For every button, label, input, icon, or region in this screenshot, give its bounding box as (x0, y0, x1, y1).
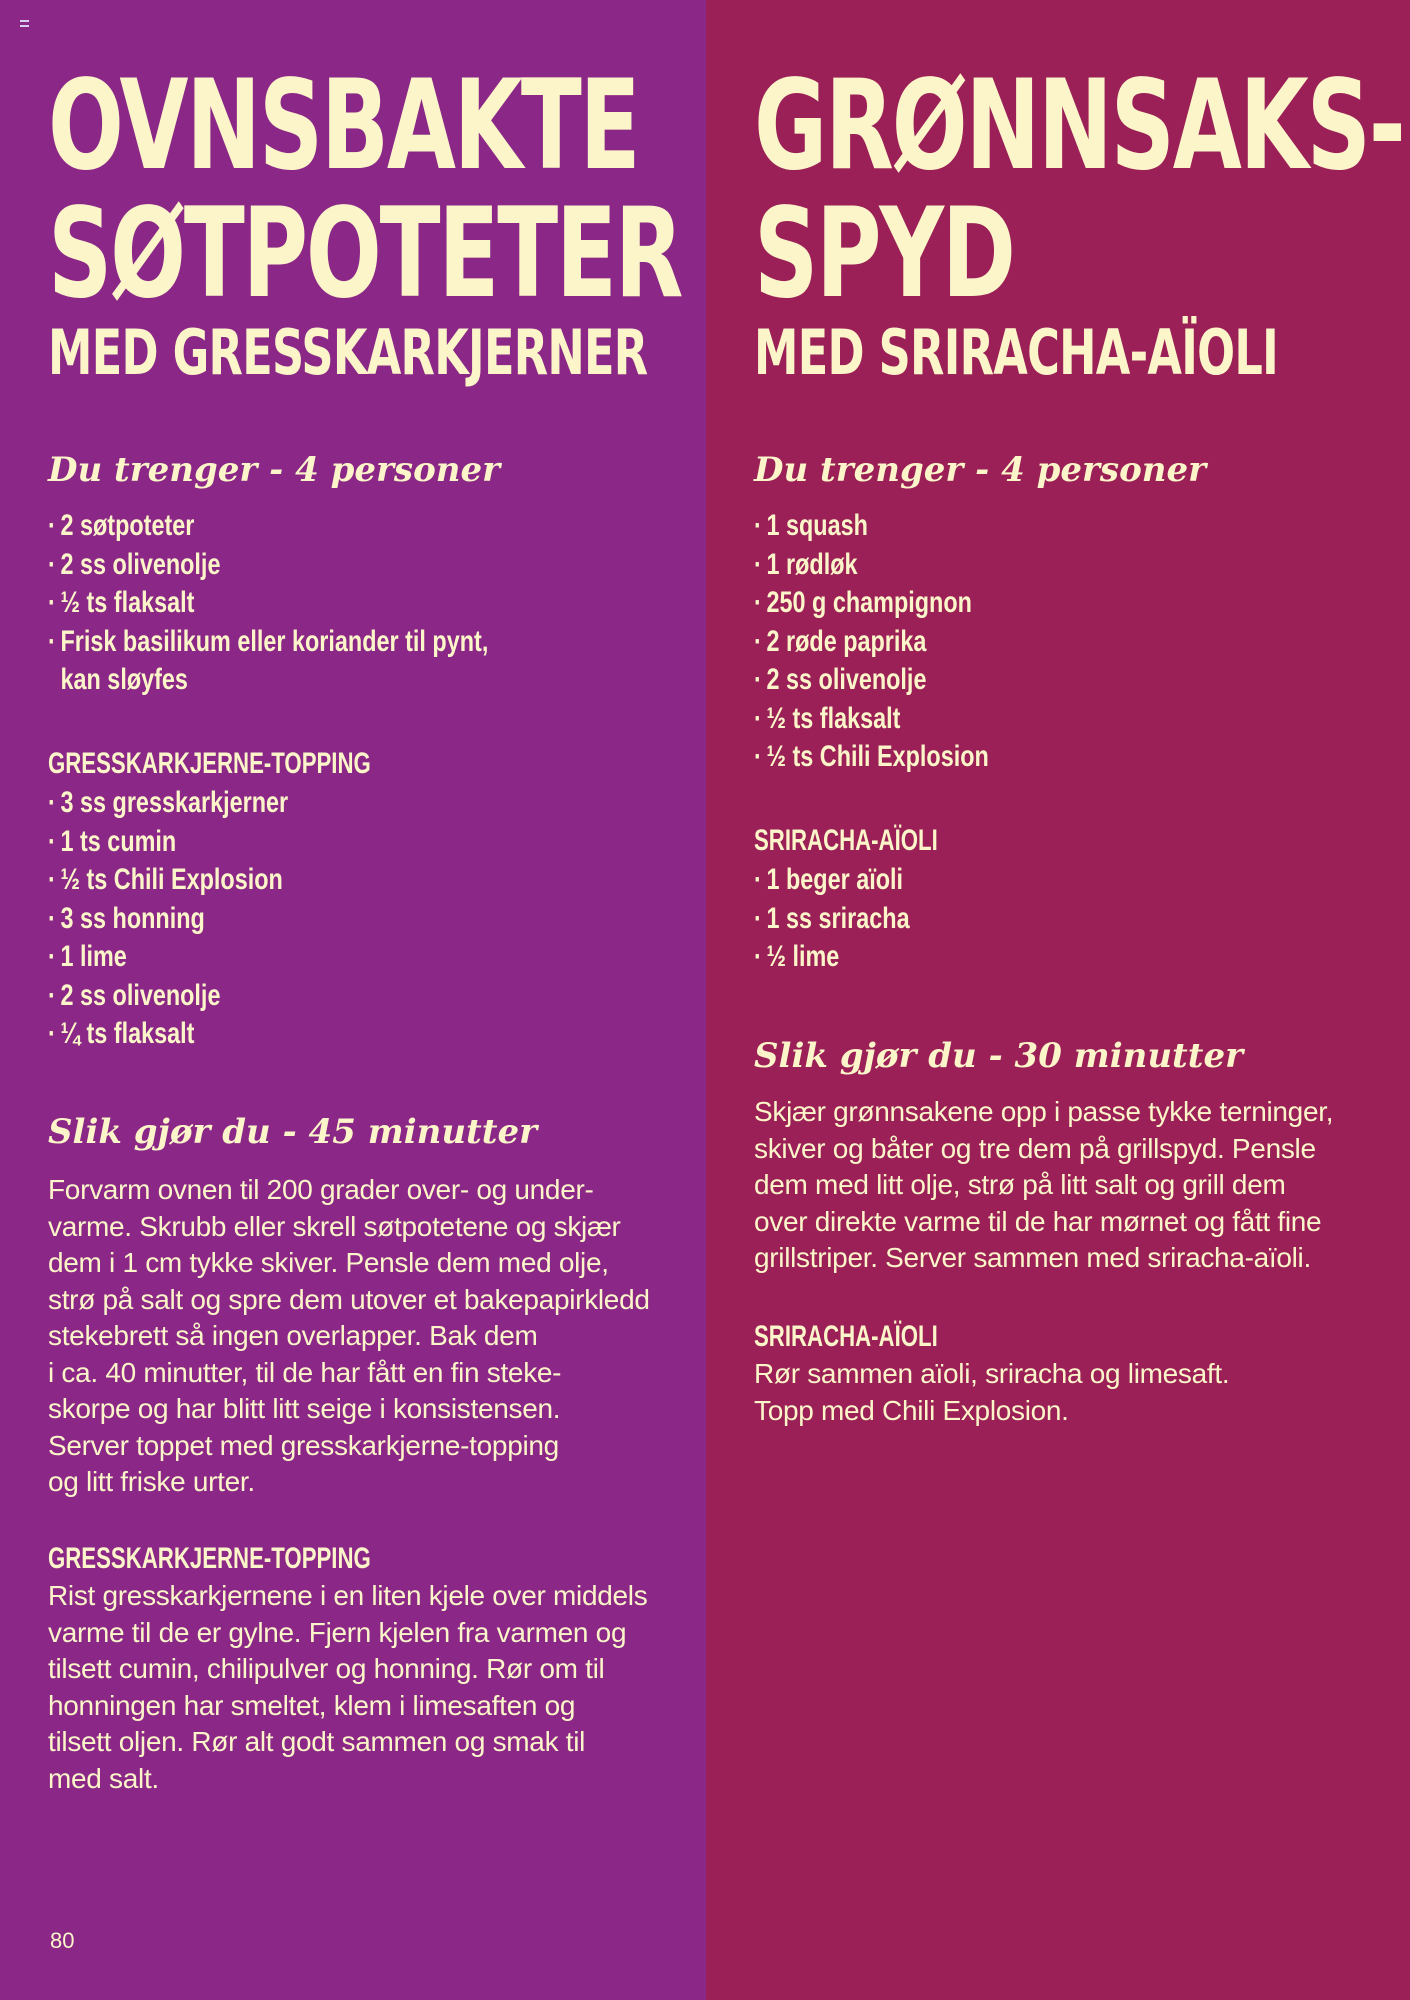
ingredient-item: · ½ lime (754, 938, 910, 977)
method-line: Forvarm ovnen til 200 grader over- og under- (48, 1174, 594, 1205)
ingredient-item: · 1 rødløk (754, 546, 989, 585)
ingredients-list (48, 507, 613, 700)
method-heading: Slik gjør du - 45 minutter (48, 1112, 537, 1152)
ingredient-item: · ¼ ts flaksalt (48, 1015, 288, 1054)
ingredient-item: · 2 søtpoteter (48, 507, 488, 546)
method-text (48, 1172, 650, 1501)
topping-label: GRESSKARKJERNE-TOPPING (48, 747, 371, 780)
ingredient-item: · ½ ts flaksalt (48, 584, 488, 623)
aioli-label: SRIRACHA-AÏOLI (754, 824, 938, 857)
method-line: Rist gresskarkjernene i en liten kjele over middels (48, 1580, 648, 1611)
title-line-2: SØTPOTETER (48, 182, 682, 326)
ingredient-item: · ½ ts Chili Explosion (754, 738, 989, 777)
method-line: dem med litt olje, strø på litt salt og grill dem (754, 1169, 1286, 1200)
title-line-1: GRØNNSAKS- (754, 54, 1404, 198)
ingredient-item: · 250 g champignon (754, 584, 989, 623)
ingredient-item-continued: kan sløyfes (60, 663, 188, 696)
method-line: tilsett oljen. Rør alt godt sammen og smak til (48, 1726, 586, 1757)
method-line: skiver og båter og tre dem på grillspyd. Pensle (754, 1132, 1316, 1164)
ingredient-item: · 1 ts cumin (48, 823, 288, 862)
method-line: grillstriper. Server sammen med sriracha-aïoli. (754, 1242, 1311, 1273)
method-line: honningen har smeltet, klem i limesaften og (48, 1689, 576, 1721)
ingredient-item: · 2 ss olivenolje (754, 661, 989, 700)
recipe-subtitle: MED GRESSKARKJERNER (48, 316, 648, 389)
method-line: tilsett cumin, chilipulver og honning. Rør om til (48, 1653, 605, 1684)
ingredient-item: · ½ ts Chili Explosion (48, 861, 288, 900)
aioli-method-label: SRIRACHA-AÏOLI (754, 1320, 938, 1353)
method-line: Skjær grønnsakene opp i passe tykke terninger, (754, 1096, 1334, 1127)
topping-method-text (48, 1578, 647, 1797)
method-line: dem i 1 cm tykke skiver. Pensle dem med olje, (48, 1247, 609, 1278)
menu-icon[interactable] (20, 20, 29, 27)
method-line: og litt friske urter. (48, 1466, 255, 1497)
method-line: Topp med Chili Explosion. (754, 1394, 1069, 1426)
method-line: med salt. (48, 1762, 159, 1794)
recipe-title (754, 54, 1410, 389)
ingredient-item: · 1 beger aïoli (754, 861, 910, 900)
method-line: varme. Skrubb eller skrell søtpotetene og skjær (48, 1210, 621, 1242)
ingredient-item: · ½ ts flaksalt (754, 700, 989, 739)
ingredient-item: · 1 ss sriracha (754, 900, 910, 939)
ingredient-item: · 1 squash (754, 507, 989, 546)
topping-method-label: GRESSKARKJERNE-TOPPING (48, 1542, 371, 1575)
title-line-1: OVNSBAKTE (48, 54, 639, 198)
ingredients-list (754, 507, 1055, 777)
ingredient-item: · 2 røde paprika (754, 623, 989, 662)
ingredients-heading: Du trenger - 4 personer (754, 450, 1207, 490)
method-heading: Slik gjør du - 30 minutter (754, 1036, 1243, 1076)
title-line-2: SPYD (754, 182, 1014, 326)
method-line: varme til de er gylne. Fjern kjelen fra varmen og (48, 1616, 627, 1648)
ingredient-item: · 3 ss gresskarkjerner (48, 784, 288, 823)
method-line: skorpe og har blitt litt seige i konsistensen. (48, 1393, 561, 1424)
method-line: over direkte varme til de har mørnet og fått fine (754, 1205, 1322, 1237)
recipe-title (48, 54, 706, 389)
method-line: stekebrett så ingen overlapper. Bak dem (48, 1320, 538, 1351)
topping-ingredients-list (48, 784, 356, 1054)
ingredient-item: · 1 lime (48, 938, 288, 977)
ingredient-item: · 2 ss olivenolje (48, 977, 288, 1016)
ingredient-item: · Frisk basilikum eller koriander til pynt, (48, 623, 488, 662)
aioli-ingredients-list (754, 861, 953, 977)
page-number: 80 (50, 1928, 75, 1953)
ingredients-heading: Du trenger - 4 personer (48, 450, 501, 490)
method-line: Server toppet med gresskarkjerne-topping (48, 1429, 559, 1461)
aioli-method-text (754, 1356, 1229, 1429)
ingredient-item: · 2 ss olivenolje (48, 546, 488, 585)
method-line: i ca. 40 minutter, til de har fått en fin steke- (48, 1356, 562, 1388)
recipe-subtitle: MED SRIRACHA-AÏOLI (754, 316, 1278, 389)
method-text (754, 1094, 1333, 1277)
ingredient-item: · 3 ss honning (48, 900, 288, 939)
method-line: strø på salt og spre dem utover et bakepapirkledd (48, 1283, 650, 1315)
method-line: Rør sammen aïoli, sriracha og limesaft. (754, 1358, 1230, 1389)
recipe-vegetable-skewers (706, 0, 1410, 2000)
